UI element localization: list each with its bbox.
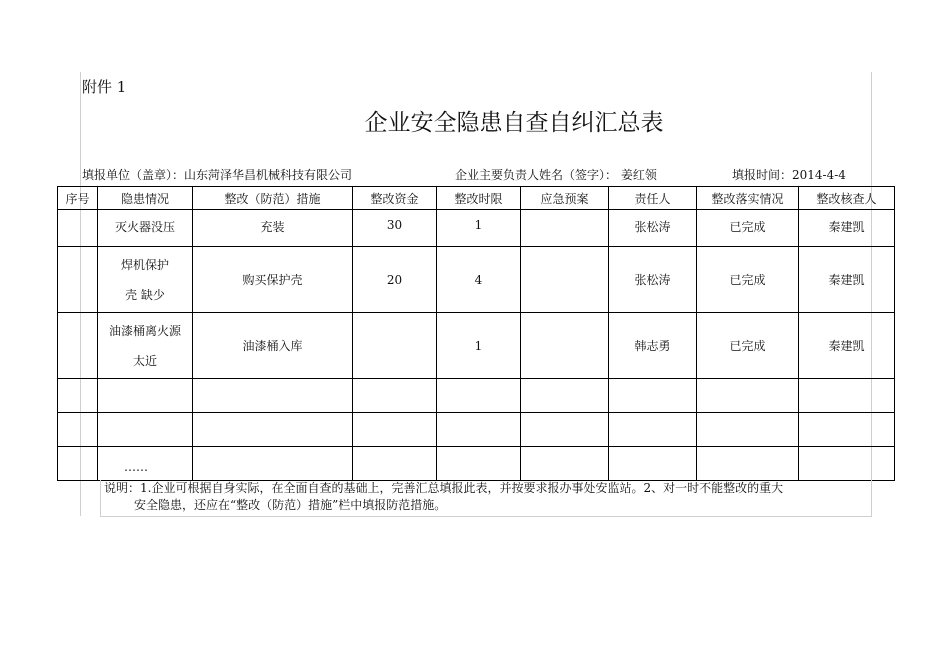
cell-checker: 秦建凯 (799, 247, 895, 313)
cell-deadline: 4 (437, 247, 521, 313)
cell-status: 已完成 (697, 247, 799, 313)
table-row (58, 210, 895, 247)
principal-name: 企业主要负责人姓名（签字）： 姜红领 (455, 168, 657, 182)
table-row (58, 247, 895, 313)
ellipsis-cell: …… (98, 447, 193, 481)
cell-plan (521, 210, 609, 247)
cell-measure: 油漆桶入库 (193, 313, 353, 379)
cell-measure: 充装 (193, 210, 353, 247)
table-header-row (58, 187, 895, 210)
cell-person: 张松涛 (609, 247, 697, 313)
cell-fund: 30 (353, 210, 437, 247)
cell-hazard (98, 313, 193, 379)
col-header-checker: 整改核查人 (799, 187, 895, 210)
footnote-line2: 安全隐患，还应在“整改（防范）措施”栏中填报防范措施。 (134, 498, 447, 512)
cell-status: 已完成 (697, 210, 799, 247)
footnote (100, 480, 872, 517)
cell-hazard-line2: 壳 缺少 (125, 287, 165, 302)
cell-person: 张松涛 (609, 210, 697, 247)
col-header-fund: 整改资金 (353, 187, 437, 210)
hazard-summary-table (57, 186, 895, 481)
cell-hazard-line1: 焊机保护 (120, 257, 169, 272)
reporting-unit: 填报单位（盖章）：山东菏泽华昌机械科技有限公司 (82, 168, 353, 182)
cell-checker: 秦建凯 (799, 313, 895, 379)
col-header-person: 责任人 (609, 187, 697, 210)
col-header-deadline: 整改时限 (437, 187, 521, 210)
page-title: 企业安全隐患自查自纠汇总表 (364, 110, 664, 136)
cell-no (58, 210, 98, 247)
cell-deadline: 1 (437, 210, 521, 247)
cell-no (58, 313, 98, 379)
table-row-empty (58, 379, 895, 413)
col-header-plan: 应急预案 (521, 187, 609, 210)
cell-hazard-line2: 太近 (132, 353, 157, 368)
cell-deadline: 1 (437, 313, 521, 379)
cell-person: 韩志勇 (609, 313, 697, 379)
cell-no (58, 247, 98, 313)
table-row (58, 313, 895, 379)
col-header-hazard: 隐患情况 (98, 187, 193, 210)
col-header-measure: 整改（防范）措施 (193, 187, 353, 210)
cell-checker: 秦建凯 (799, 210, 895, 247)
col-header-status: 整改落实情况 (697, 187, 799, 210)
footnote-line1: 说明：1.企业可根据自身实际，在全面自查的基础上，完善汇总填报此表，并按要求报办事处安监站。2、对一时不能整改的重大 (104, 481, 784, 495)
cell-hazard-line1: 油漆桶离火源 (108, 323, 181, 338)
col-header-no: 序号 (58, 187, 98, 210)
cell-plan (521, 313, 609, 379)
report-date: 填报时间：2014-4-4 (732, 168, 846, 182)
cell-fund: 20 (353, 247, 437, 313)
cell-fund (353, 313, 437, 379)
table-row-empty (58, 413, 895, 447)
cell-hazard: 灭火器没压 (98, 210, 193, 247)
cell-plan (521, 247, 609, 313)
cell-measure: 购买保护壳 (193, 247, 353, 313)
cell-status: 已完成 (697, 313, 799, 379)
cell-hazard (98, 247, 193, 313)
attachment-label: 附件 1 (82, 78, 127, 96)
table-row-ellipsis (58, 447, 895, 481)
